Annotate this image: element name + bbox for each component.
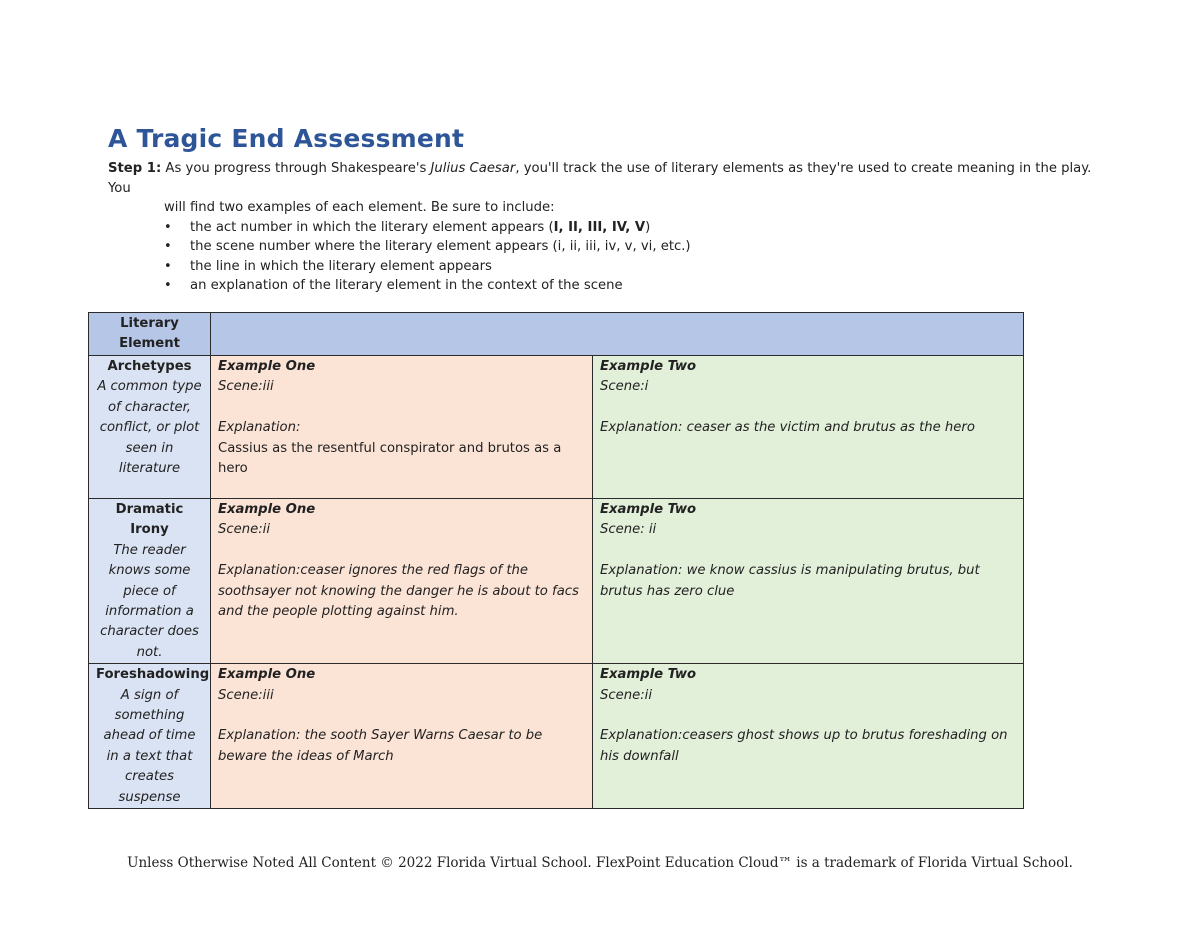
copyright-footer: Unless Otherwise Noted All Content © 2022 Florida Virtual School. FlexPoint Education Cloud™ is a trademark of Florida Virtual School. <box>127 855 1073 871</box>
example-one-cell[interactable] <box>211 499 593 664</box>
table-row <box>89 356 1024 499</box>
explanation-text: Explanation:ceaser ignores the red flags of the soothsayer not knowing the danger he is about to facs and the people plotting against him. <box>218 563 579 620</box>
explanation-label: Explanation: <box>218 420 301 436</box>
list-item <box>164 237 1118 257</box>
list-item <box>164 218 1118 238</box>
example-heading: Example One <box>218 502 316 517</box>
list-item <box>164 276 1118 296</box>
literary-elements-table <box>88 312 1024 809</box>
example-heading: Example Two <box>600 667 697 683</box>
act-numerals: I, II, III, IV, V <box>553 219 646 235</box>
instructions-line-2: will find two examples of each element. Be sure to include: <box>164 200 555 215</box>
example-two-cell[interactable] <box>593 664 1024 809</box>
scene-text: Scene:iii <box>218 379 274 395</box>
element-definition: The reader knows some piece of information a character does not. <box>100 542 199 660</box>
explanation-text: Explanation: ceaser as the victim and brutus as the hero <box>600 420 975 436</box>
scene-text: Scene:i <box>600 379 649 395</box>
step-label: Step 1: <box>108 161 162 176</box>
header-literary-element: Literary Element <box>89 313 211 356</box>
element-name: Dramatic Irony <box>115 502 184 538</box>
list-item-text: the line in which the literary element appears <box>190 258 492 274</box>
explanation-text: Explanation: we know cassius is manipulating brutus, but brutus has zero clue <box>600 563 980 599</box>
example-two-cell[interactable] <box>593 356 1024 499</box>
page-title: A Tragic End Assessment <box>108 124 465 153</box>
explanation-text: Explanation:ceasers ghost shows up to brutus foreshading on his downfall <box>600 728 1008 764</box>
example-one-cell[interactable] <box>211 356 593 499</box>
example-one-cell[interactable] <box>211 664 593 809</box>
list-item-text: the scene number where the literary element appears (i, ii, iii, iv, v, vi, etc.) <box>190 239 691 254</box>
bullet-icon: • <box>164 258 172 274</box>
table-row <box>89 499 1024 664</box>
scene-text: Scene:ii <box>600 687 652 703</box>
list-item-text: an explanation of the literary element in the context of the scene <box>190 278 623 293</box>
instructions-text-b: , you'll track the use of literary elements as they're used to create meaning in the play. You <box>108 161 1092 196</box>
element-definition: A common type of character, conflict, or plot seen in literature <box>97 379 202 477</box>
element-definition: A sign of something ahead of time in a text that creates suspense <box>103 687 196 805</box>
explanation-text: Explanation: the sooth Sayer Warns Caesar to be beware the ideas of March <box>218 728 543 764</box>
table-header-row <box>89 313 1024 356</box>
bullet-icon: • <box>164 239 172 254</box>
scene-text: Scene:ii <box>218 522 270 538</box>
instructions <box>108 159 1118 296</box>
instructions-text-a: As you progress through Shakespeare's <box>161 161 431 176</box>
bullet-icon: • <box>164 219 172 235</box>
element-name: Archetypes <box>107 359 192 374</box>
bullet-icon: • <box>164 278 172 293</box>
scene-text: Scene:iii <box>218 687 274 703</box>
list-item-text-end: ) <box>645 219 651 235</box>
requirements-list <box>108 218 1118 296</box>
element-name: Foreshadowing <box>96 667 210 683</box>
example-heading: Example One <box>218 667 316 683</box>
list-item <box>164 257 1118 277</box>
instructions-line-1 <box>108 159 1118 198</box>
example-heading: Example Two <box>600 502 697 517</box>
explanation-text: Cassius as the resentful conspirator and brutos as a hero <box>218 440 562 477</box>
element-cell <box>89 664 211 809</box>
header-blank <box>211 313 1024 356</box>
table-row <box>89 664 1024 809</box>
play-title: Julius Caesar <box>430 161 516 176</box>
list-item-text: the act number in which the literary element appears ( <box>190 219 554 235</box>
example-heading: Example One <box>218 359 316 374</box>
scene-text: Scene: ii <box>600 522 657 538</box>
element-cell <box>89 356 211 499</box>
example-two-cell[interactable] <box>593 499 1024 664</box>
example-heading: Example Two <box>600 359 697 374</box>
element-cell <box>89 499 211 664</box>
